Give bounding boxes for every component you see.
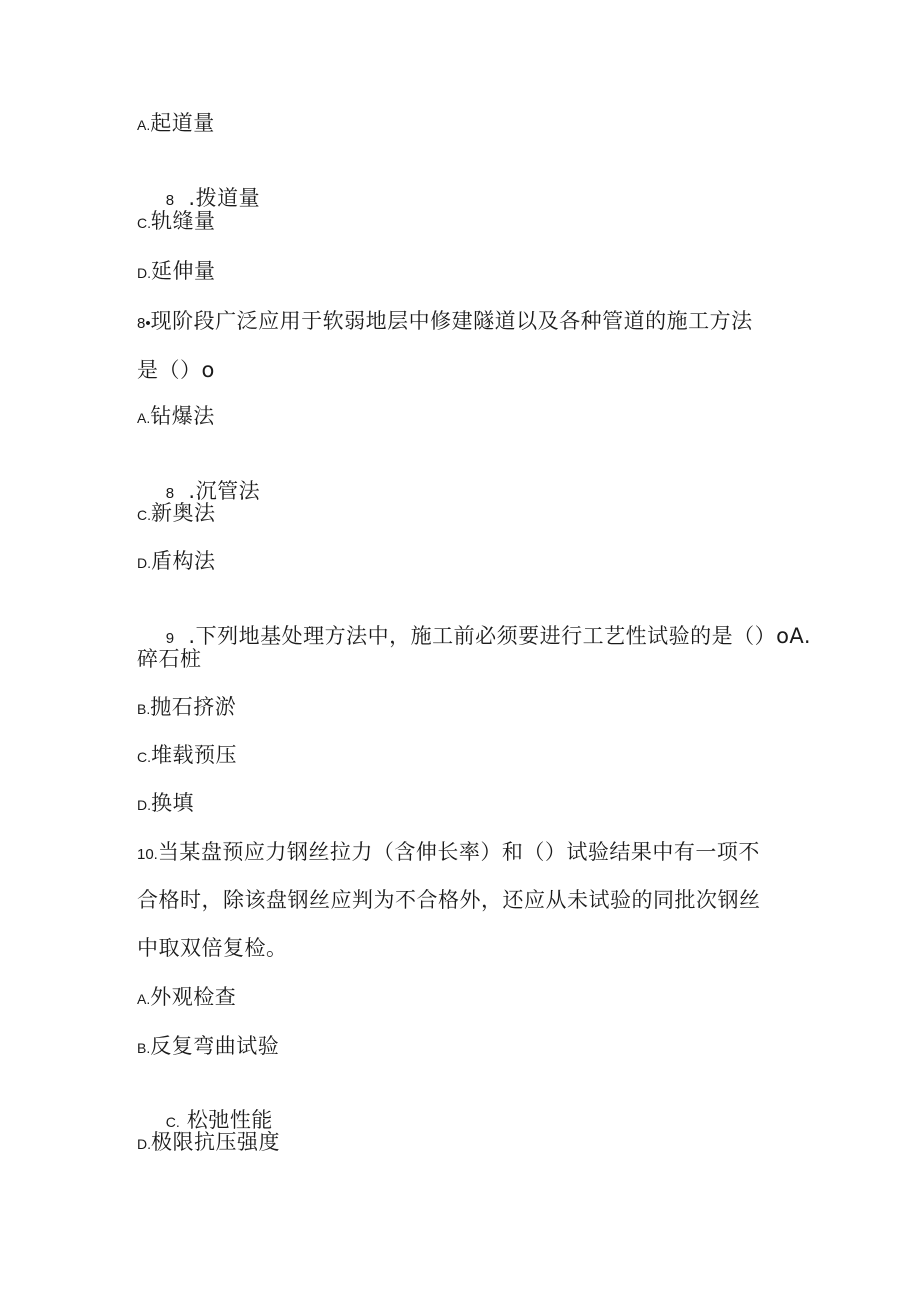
- q9-option-b: [137, 694, 236, 722]
- option-letter: 8: [165, 192, 175, 209]
- q10-option-b: [137, 1033, 279, 1061]
- option-letter: B.: [137, 1040, 151, 1056]
- q9-option-c: [137, 742, 237, 770]
- q10-stem-line-3: 中取双倍复检。: [137, 936, 288, 960]
- q8-stem-line-2: 是（）o: [137, 358, 215, 382]
- q10-stem-line-1: [137, 839, 760, 868]
- question-number: 8•: [137, 315, 151, 332]
- option-letter: D.: [137, 1136, 151, 1152]
- question-number: 10.: [137, 846, 158, 863]
- option-letter: A.: [137, 991, 151, 1007]
- option-letter: B.: [137, 701, 151, 717]
- q8-option-d: [137, 548, 216, 576]
- option-letter: D.: [137, 555, 151, 571]
- option-text: 松弛性能: [179, 1108, 273, 1132]
- option-text: 极限抗压强度: [151, 1130, 280, 1154]
- q10-stem-line-2: 合格时，除该盘钢丝应判为不合格外，还应从未试验的同批次钢丝: [137, 888, 761, 912]
- option-letter: 8: [165, 485, 175, 502]
- q8-option-c: [137, 500, 216, 528]
- option-letter: C.: [137, 507, 151, 523]
- option-text: 起道量: [150, 111, 215, 135]
- q7-option-c: [137, 208, 216, 236]
- option-letter: C.: [165, 1114, 180, 1130]
- q9-stem-line-1: [137, 597, 811, 678]
- option-text: 钻爆法: [150, 404, 215, 428]
- option-letter: C.: [137, 215, 151, 231]
- question-text: 现阶段广泛应用于软弱地层中修建隧道以及各种管道的施工方法: [150, 309, 753, 333]
- option-text: 盾构法: [151, 549, 216, 573]
- option-text: 抛石挤淤: [150, 695, 237, 719]
- option-text: 外观检查: [150, 985, 237, 1009]
- option-letter: C.: [137, 749, 151, 765]
- option-text: 换填: [151, 791, 194, 815]
- question-text: .下列地基处理方法中，施工前必须要进行工艺性试验的是（）oA.: [174, 624, 812, 648]
- q7-option-a: [137, 110, 215, 138]
- option-text: 堆载预压: [151, 743, 237, 767]
- q7-option-d: [137, 258, 216, 286]
- option-text: .沉管法: [174, 479, 261, 503]
- option-text: 反复弯曲试验: [150, 1034, 280, 1058]
- q10-option-d: [137, 1129, 280, 1157]
- option-text: 延伸量: [151, 259, 216, 283]
- question-number: 9: [165, 630, 175, 647]
- option-text: .拨道量: [174, 186, 261, 210]
- q9-stem-line-2: 碎石桩: [137, 647, 202, 671]
- option-text: 轨缝量: [151, 209, 216, 233]
- option-letter: D.: [137, 797, 151, 813]
- q8-stem-line-1: [137, 308, 753, 337]
- q8-option-a: [137, 403, 215, 431]
- option-letter: A.: [137, 117, 151, 133]
- question-text: 当某盘预应力钢丝拉力（含伸长率）和（）试验结果中有一项不: [157, 840, 760, 864]
- option-letter: A.: [137, 410, 151, 426]
- option-letter: D.: [137, 265, 151, 281]
- q10-option-a: [137, 984, 236, 1012]
- q9-option-d: [137, 790, 194, 818]
- option-text: 新奥法: [151, 501, 216, 525]
